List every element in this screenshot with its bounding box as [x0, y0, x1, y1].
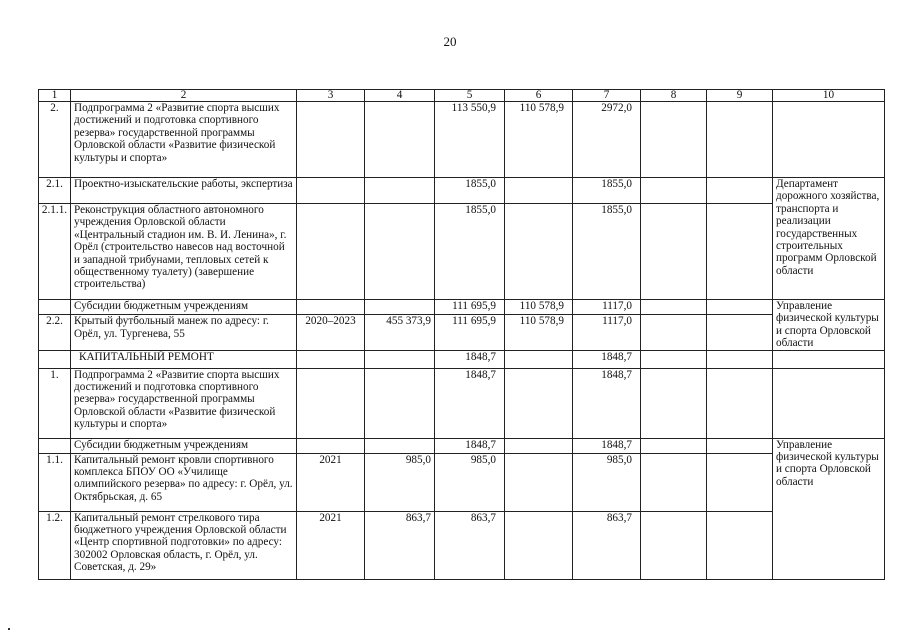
page-number: 20	[443, 34, 457, 49]
row-cost	[365, 102, 435, 178]
row-c8	[641, 315, 707, 350]
scan-speck	[8, 628, 10, 630]
table-row	[39, 204, 885, 300]
row-c9	[707, 511, 773, 579]
row-number	[39, 300, 71, 315]
header-cell: 7	[573, 90, 641, 102]
row-regional: 2972,0	[573, 102, 641, 178]
header-cell: 1	[39, 90, 71, 102]
row-c9	[707, 438, 773, 453]
row-regional: 1117,0	[573, 315, 641, 350]
row-federal: 110 578,9	[505, 315, 573, 350]
row-cost	[365, 368, 435, 438]
table-row	[39, 511, 885, 579]
row-c8	[641, 102, 707, 178]
row-period	[297, 350, 365, 368]
row-title: Проектно-изыскательские работы, экспертиза	[71, 178, 297, 204]
header-row	[39, 90, 885, 102]
row-total: 863,7	[435, 511, 505, 579]
table-row	[39, 438, 885, 453]
row-title: Подпрограмма 2 «Развитие спорта высших достижений и подготовка спортивного резерва» государственной программы Орловской области «Развитие физической культуры и спорта»	[71, 368, 297, 438]
row-c8	[641, 350, 707, 368]
row-c9	[707, 368, 773, 438]
row-title: Капитальный ремонт стрелкового тира бюджетного учреждения Орловской области «Центр спортивной подготовки» по адресу: 302002 Орловская область, г. Орёл, ул. Советская, д. 29»	[71, 511, 297, 579]
header-cell: 9	[707, 90, 773, 102]
row-cost: 985,0	[365, 453, 435, 511]
row-c9	[707, 178, 773, 204]
row-title: Подпрограмма 2 «Развитие спорта высших достижений и подготовка спортивного резерва» государственной программы Орловской области «Развитие физической культуры и спорта»	[71, 102, 297, 178]
table-row	[39, 368, 885, 438]
header-cell: 2	[71, 90, 297, 102]
row-number: 2.2.	[39, 315, 71, 350]
row-federal	[505, 204, 573, 300]
row-period: 2021	[297, 453, 365, 511]
budget-table	[38, 89, 885, 580]
row-executor	[773, 102, 885, 178]
header-cell: 3	[297, 90, 365, 102]
row-total: 1848,7	[435, 438, 505, 453]
row-c9	[707, 204, 773, 300]
row-regional: 863,7	[573, 511, 641, 579]
table-row	[39, 315, 885, 350]
row-cost	[365, 178, 435, 204]
header-cell: 8	[641, 90, 707, 102]
row-regional: 985,0	[573, 453, 641, 511]
table-row	[39, 300, 885, 315]
row-cost	[365, 204, 435, 300]
row-title: Капитальный ремонт кровли спортивного комплекса БПОУ ОО «Училище олимпийского резерва» по адресу: г. Орёл, ул. Октябрьская, д. 65	[71, 453, 297, 511]
row-title: Субсидии бюджетным учреждениям	[71, 300, 297, 315]
row-c8	[641, 438, 707, 453]
row-title: Субсидии бюджетным учреждениям	[71, 438, 297, 453]
row-cost	[365, 438, 435, 453]
row-period	[297, 178, 365, 204]
row-period	[297, 438, 365, 453]
row-regional: 1855,0	[573, 204, 641, 300]
row-regional: 1848,7	[573, 368, 641, 438]
row-total: 985,0	[435, 453, 505, 511]
row-federal	[505, 350, 573, 368]
table-row	[39, 178, 885, 204]
row-period	[297, 204, 365, 300]
row-total: 1855,0	[435, 204, 505, 300]
table-row	[39, 102, 885, 178]
row-number: 1.	[39, 368, 71, 438]
row-executor	[773, 368, 885, 438]
row-c8	[641, 204, 707, 300]
row-number	[39, 438, 71, 453]
row-federal	[505, 368, 573, 438]
row-federal	[505, 453, 573, 511]
row-regional: 1117,0	[573, 300, 641, 315]
header-cell: 5	[435, 90, 505, 102]
row-cost	[365, 350, 435, 368]
row-federal	[505, 438, 573, 453]
row-c8	[641, 511, 707, 579]
row-period	[297, 368, 365, 438]
row-c8	[641, 368, 707, 438]
executor-road-dept: Департамент дорожного хозяйства, транспорта и реализации государственных строительных программ Орловской области	[773, 178, 885, 300]
row-number	[39, 350, 71, 368]
header-cell: 6	[505, 90, 573, 102]
row-total: 113 550,9	[435, 102, 505, 178]
row-total: 1848,7	[435, 368, 505, 438]
row-c9	[707, 350, 773, 368]
row-period	[297, 102, 365, 178]
section-title: КАПИТАЛЬНЫЙ РЕМОНТ	[71, 350, 297, 368]
row-number: 1.1.	[39, 453, 71, 511]
table-row	[39, 453, 885, 511]
row-federal: 110 578,9	[505, 300, 573, 315]
row-executor	[773, 350, 885, 368]
row-number: 2.1.	[39, 178, 71, 204]
row-total: 1855,0	[435, 178, 505, 204]
row-federal	[505, 511, 573, 579]
row-c9	[707, 300, 773, 315]
row-c8	[641, 300, 707, 315]
header-cell: 10	[773, 90, 885, 102]
executor-sport-mgmt: Управление физической культуры и спорта Орловской области	[773, 438, 885, 579]
row-number: 2.1.1.	[39, 204, 71, 300]
row-c9	[707, 453, 773, 511]
row-total: 111 695,9	[435, 300, 505, 315]
row-period: 2020–2023	[297, 315, 365, 350]
row-total: 1848,7	[435, 350, 505, 368]
row-regional: 1855,0	[573, 178, 641, 204]
row-cost: 455 373,9	[365, 315, 435, 350]
row-federal: 110 578,9	[505, 102, 573, 178]
row-c9	[707, 315, 773, 350]
row-c8	[641, 453, 707, 511]
row-title: Реконструкция областного автономного учреждения Орловской области «Центральный стадион им. В. И. Ленина», г. Орёл (строительство навесов над восточной и западной трибунами, тепловых сетей к общественному туалету) (завершение строительства)	[71, 204, 297, 300]
row-title: Крытый футбольный манеж по адресу: г. Орёл, ул. Тургенева, 55	[71, 315, 297, 350]
row-cost	[365, 300, 435, 315]
row-number: 1.2.	[39, 511, 71, 579]
row-federal	[505, 178, 573, 204]
row-c8	[641, 178, 707, 204]
row-c9	[707, 102, 773, 178]
row-number: 2.	[39, 102, 71, 178]
header-cell: 4	[365, 90, 435, 102]
row-cost: 863,7	[365, 511, 435, 579]
table-row	[39, 350, 885, 368]
row-period: 2021	[297, 511, 365, 579]
row-period	[297, 300, 365, 315]
row-regional: 1848,7	[573, 438, 641, 453]
executor-sport-mgmt: Управление физической культуры и спорта Орловской области	[773, 300, 885, 351]
row-total: 111 695,9	[435, 315, 505, 350]
row-regional: 1848,7	[573, 350, 641, 368]
